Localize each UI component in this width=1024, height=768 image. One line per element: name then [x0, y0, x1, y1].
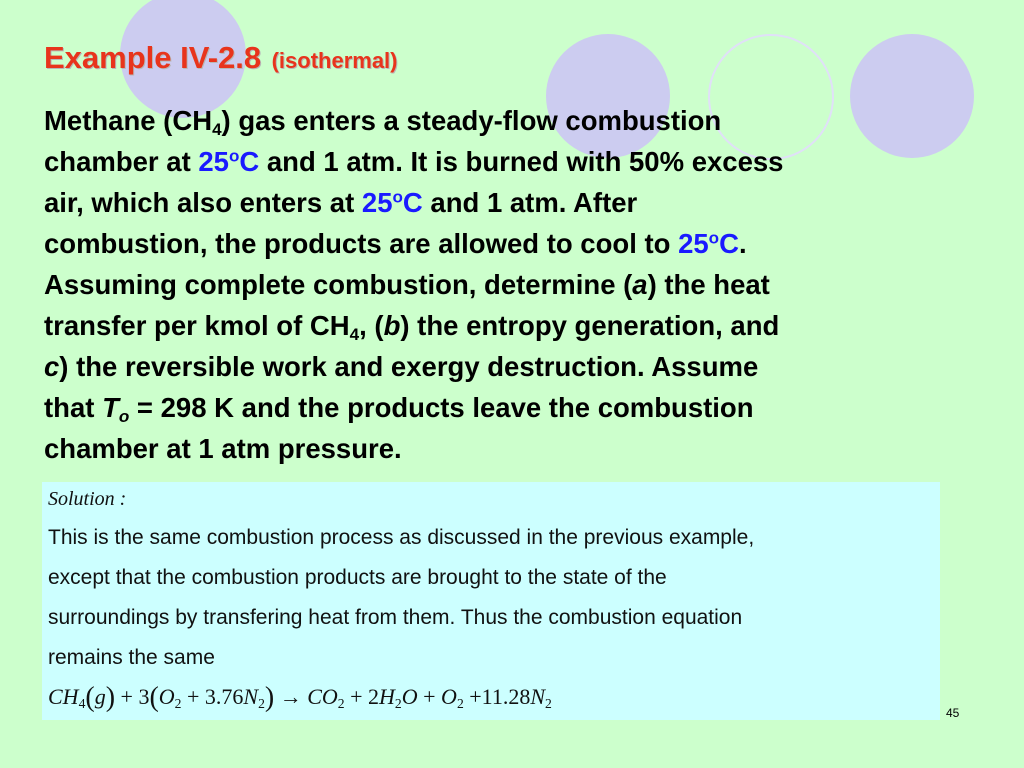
problem-line: that $T_o = 298$ K and the products leave the combustion — [44, 392, 754, 426]
solution-line: This is the same combustion process as discussed in the previous example, — [48, 526, 755, 549]
solution-heading: Solution : — [48, 488, 127, 510]
arrow-icon: → — [279, 684, 302, 709]
slide-title — [44, 40, 398, 76]
solution-box — [42, 482, 940, 720]
problem-line: transfer per kmol of $CH_4$, (b) the entropy generation, and — [44, 310, 780, 344]
problem-statement — [44, 100, 984, 469]
problem-line: chamber at 25$^o$C and 1 atm. It is burned with 50% excess — [44, 146, 784, 177]
solution-line: remains the same — [48, 646, 215, 669]
title-main: Example IV-2.8 — [44, 40, 262, 75]
title-subtitle: (isothermal) — [271, 48, 398, 73]
page-number: 45 — [946, 706, 960, 720]
solution-line: except that the combustion products are brought to the state of the — [48, 566, 667, 589]
problem-line: Methane $(CH_4)$ gas enters a steady-flow combustion — [44, 105, 722, 139]
problem-line: combustion, the products are allowed to cool to 25$^o$C. — [44, 228, 747, 259]
problem-line: air, which also enters at 25$^o$C and 1 atm. After — [44, 187, 638, 218]
combustion-equation: $CH_4(g) + 3(O_2 + 3.76N_2) \to CO_2 + 2H_2O + O_2 +11.28N_2$ — [48, 682, 552, 713]
problem-line: Assuming complete combustion, determine (a) the heat — [44, 269, 770, 300]
solution-line: surroundings by transfering heat from them. Thus the combustion equation — [48, 606, 743, 629]
problem-line: chamber at 1 atm pressure. — [44, 433, 402, 464]
problem-line: c) the reversible work and exergy destruction. Assume — [44, 351, 759, 382]
